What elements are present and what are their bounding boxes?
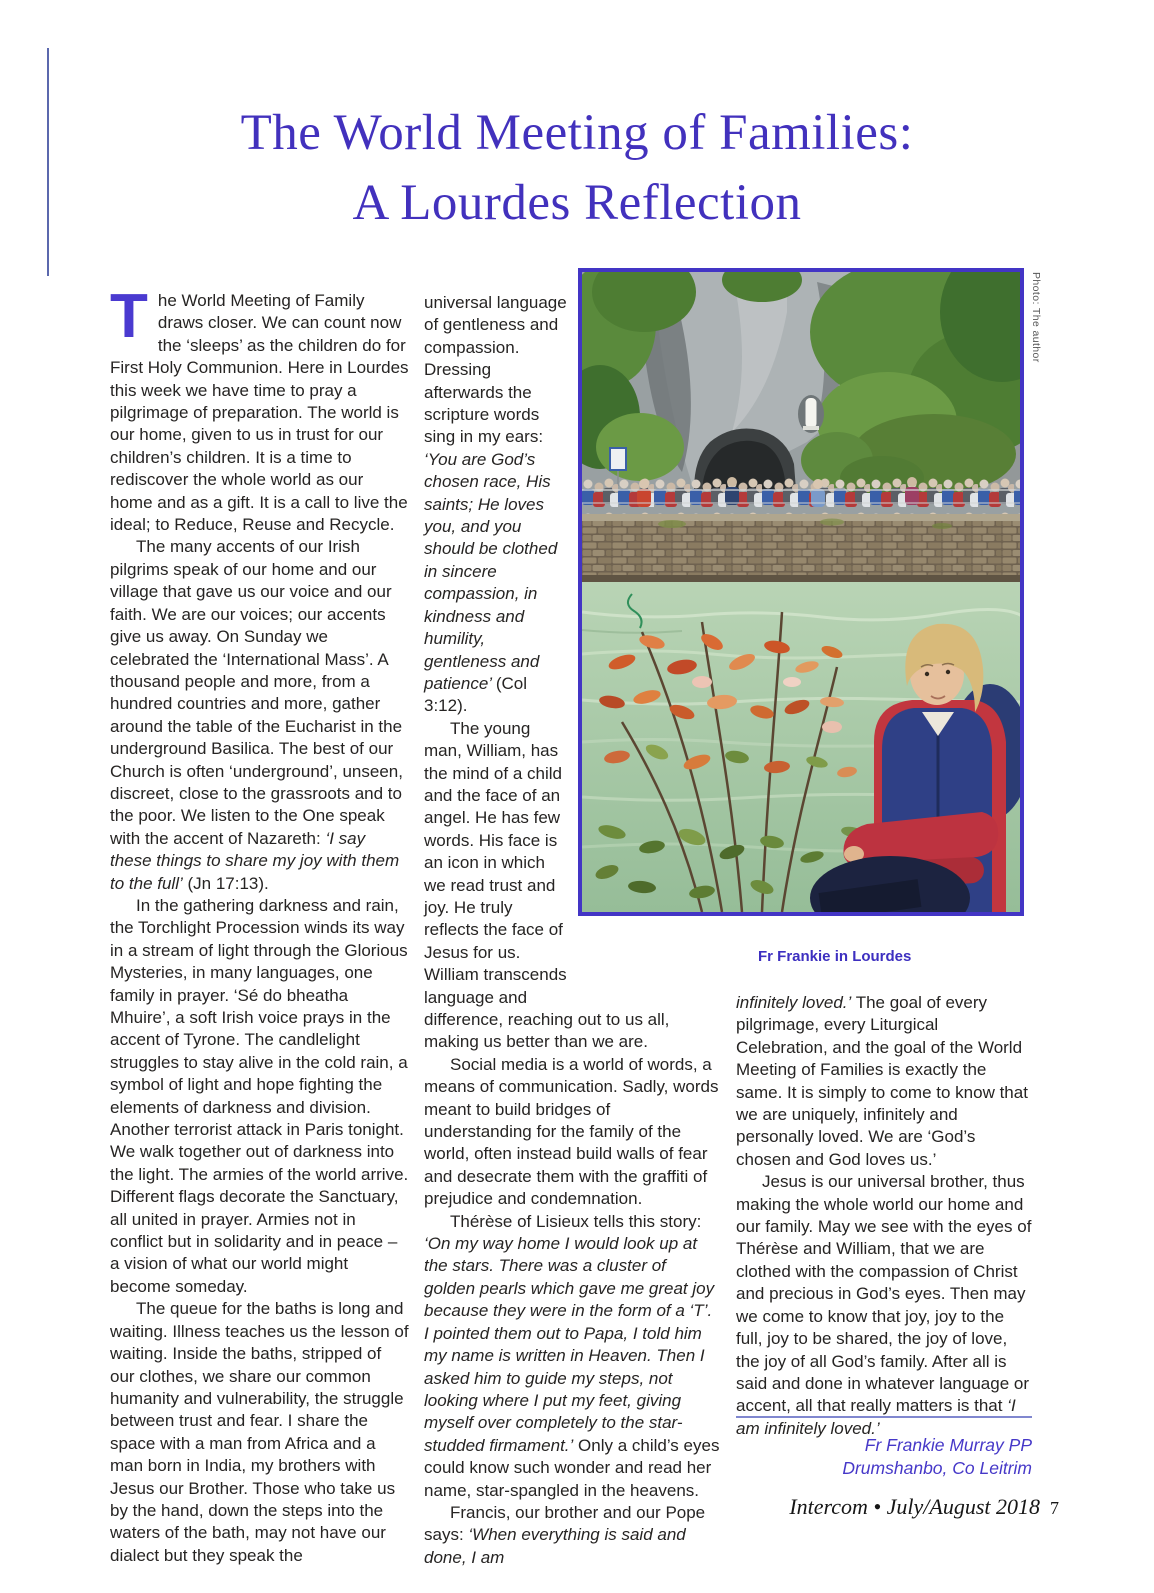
- paragraph: In the gathering darkness and rain, the Torchlight Procession winds its way in a stream of light through the Glorious Mysteries, in many languages, one family in prayer. ‘Sé do bheatha Mhuire’, a soft Irish voice prays in the accent of Tyrone. The candlelight struggles to stay alive in the cold rain, a symbol of light and hope fighting the elements of darkness and division. Another terrorist attack in Paris tonight. We walk together out of darkness into the light. The armies of the world arrive. Different flags decorate the Sanctuary, all united in prayer. Armies not in conflict but in solidarity and in peace – a vision of what our world might become someday.: [110, 895, 409, 1296]
- page-number: 7: [1050, 1498, 1059, 1518]
- paragraph: Francis, our brother and our Pope says: ‘When everything is said and done, I am: [424, 1502, 706, 1567]
- author-byline: [736, 1434, 1032, 1480]
- journal-footer: Intercom • July/August 2018: [789, 1494, 1040, 1519]
- column-1: [110, 282, 410, 1567]
- paragraph: universal language of gentleness and compassion. Dressing afterwards the scripture words sing in my ears: ‘You are God’s chosen race, His saints; He loves you, and you should be clothed in sincere compassion, in kindness and humility, gentleness and patience’ (Col 3:12).: [424, 293, 567, 716]
- author-name: Fr Frankie Murray PP: [864, 1435, 1032, 1455]
- lourdes-photo-illustration: [582, 272, 1020, 912]
- paragraph: The young man, William, has the mind of a child and the face of an angel. He has few words. His face is an icon in which we read trust and joy. He truly reflects the face of Jesus for us. William transcends language and difference, reaching out to us all, making us better than we are.: [424, 718, 670, 1052]
- drop-cap: T: [110, 282, 148, 351]
- paragraph: Thérèse of Lisieux tells this story: ‘On my way home I would look up at the stars. There was a cluster of golden pearls which gave me great joy because they were in the form of a ‘T’. I pointed them out to Papa, I told him my name is written in Heaven. Then I asked him to guide my steps, not looking where I put my feet, giving myself over completely to the star-studded firmament.’ Only a child’s eyes could know such wonder and read her name, star-spangled in the heavens.: [424, 1211, 720, 1500]
- paragraph: Jesus is our universal brother, thus making the whole world our home and our family. May we see with the eyes of Thérèse and William, that we are clothed with the compassion of Christ and precious in God’s eyes. Then may we come to know that joy, joy to the full, joy to be shared, the joy of love, the joy of all God’s family. After all is said and done in whatever language or accent, all that really matters is that ‘I am infinitely loved.’: [736, 1172, 1032, 1438]
- byline-rule: [736, 1416, 1032, 1418]
- photo-credit: Photo: The author: [1030, 272, 1042, 363]
- paragraph: The many accents of our Irish pilgrims speak of our home and our village that gave us our voice and our faith. We are our voices; our accents give us away. On Sunday we celebrated the ‘International Mass’. A thousand people and more, from a hundred countries and more, gather around the table of the Eucharist in the underground Basilica. The best of our Church is often ‘underground’, unseen, discreet, close to the grassroots and to the poor. We listen to the One speak with the accent of Nazareth: ‘I say these things to share my joy with them to the full’ (Jn 17:13).: [110, 537, 403, 893]
- paragraph: Social media is a world of words, a means of communication. Sadly, words meant to build bridges of understanding for the family of the world, often instead build walls of fear and desecrate them with the graffiti of prejudice and condemnation.: [424, 1054, 719, 1209]
- stone-wall: [582, 514, 1020, 582]
- article-title-line2: A Lourdes Reflection: [352, 175, 802, 231]
- author-location: Drumshanbo, Co Leitrim: [842, 1458, 1032, 1478]
- photo-caption: Fr Frankie in Lourdes: [758, 948, 912, 965]
- statue-niche: [798, 395, 824, 433]
- paragraph: The World Meeting of Family draws closer. We can count now the ‘sleeps’ as the children do for First Holy Communion. Here in Lourdes this week we have time to pray a pilgrimage of preparation. The world is our home, given to us in trust for our children’s children. It is a time to rediscover the whole world as our home and as a gift. It is a call to live the ideal; to Reduce, Reuse and Recycle.: [110, 282, 409, 535]
- article-photo: [578, 268, 1024, 916]
- article-title: [0, 98, 1154, 238]
- pilgrim-crowd: [582, 474, 1020, 514]
- article-title-line1: The World Meeting of Families:: [240, 105, 914, 161]
- column-3: [736, 992, 1034, 1440]
- paragraph: The queue for the baths is long and waiting. Illness teaches us the lesson of waiting. Inside the baths, stripped of our clothes, we share our common humanity and vulnerability, the struggle between trust and fear. I share the space with a man from Africa and a man born in India, my brothers with Jesus our Brother. Those who take us by the hand, down the steps into the waters of the bath, may not have our dialect but they speak the: [110, 1299, 409, 1565]
- paragraph: infinitely loved.’ The goal of every pilgrimage, every Liturgical Celebration, and the goal of the World Meeting of Families is exactly the same. It is simply to come to know that we are uniquely, infinitely and personally loved. We are ‘God’s chosen and God loves us.’: [736, 993, 1028, 1169]
